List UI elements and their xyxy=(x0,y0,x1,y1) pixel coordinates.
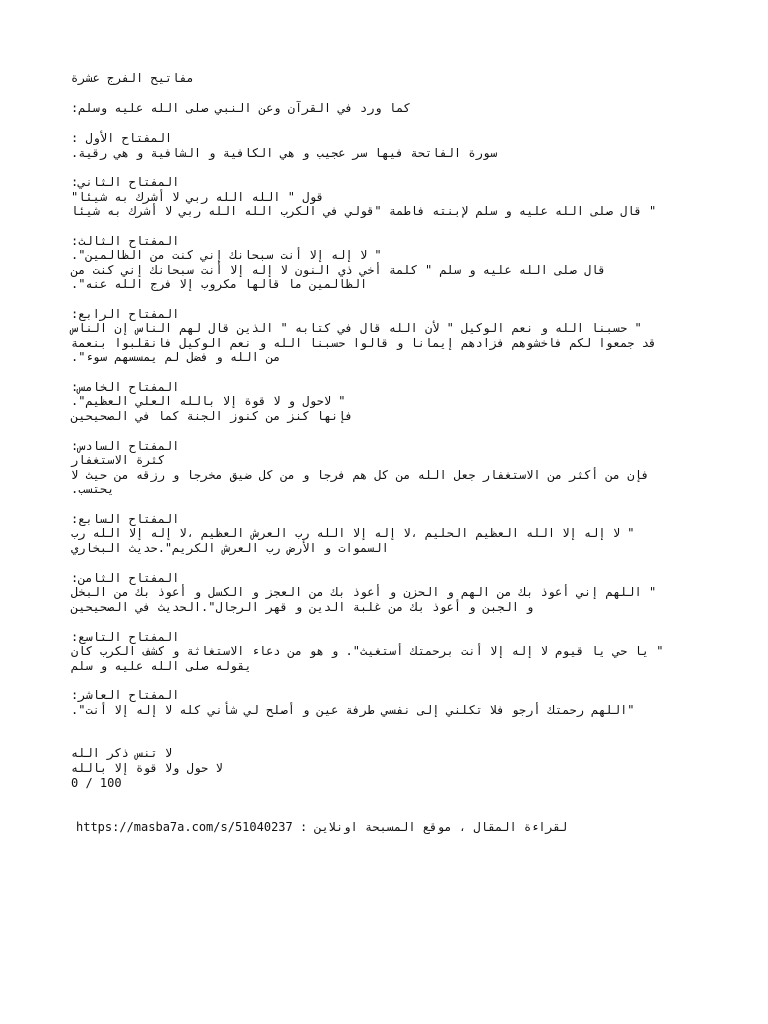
key-3-line: الظالمين ما قالها مكروب إلا فرج الله عنه". xyxy=(71,277,368,291)
key-3-line: قال صلى الله عليه و سلم " كلمة أخي ذي النون لا إله إلا أنت سبحانك إني كنت من xyxy=(71,263,613,277)
key-3-line: " لا إله إلا أنت سبحانك إني كنت من الظالمين". xyxy=(71,248,382,262)
key-8-line: و الجبن و أعوذ بك من غلبة الدين و قهر الرجال".الحديث في الصحيحين xyxy=(71,600,534,614)
key-10-line: "اللهم رحمتك أرجو فلا تكلني إلى نفسي طرفة عين و أصلح لي شأني كله لا إله إلا أنت". xyxy=(71,703,635,717)
key-9-line: " يا حي يا قيوم لا إله إلا أنت برحمتك أستغيث". و هو من دعاء الاستغاثة و كشف الكرب كان xyxy=(71,644,664,658)
key-3-heading: المفتاح الثالث: xyxy=(71,234,180,248)
reminder-text: لا تنس ذكر الله xyxy=(71,746,173,760)
key-2-heading: المفتاح الثاني: xyxy=(71,175,180,189)
key-7-line: " لا إله إلا الله العظيم الحليم ،لا إله إلا الله رب العرش العظيم ،لا إله إلا الله رب xyxy=(71,526,635,540)
dhikr-text: لا حول ولا قوة إلا بالله xyxy=(71,761,223,775)
key-4-heading: المفتاح الرابع: xyxy=(71,307,180,321)
key-9-heading: المفتاح التاسع: xyxy=(71,630,180,644)
key-6-line: يحتسب. xyxy=(71,482,115,496)
key-2-line: قول " الله الله ربي لا أشرك به شيئا" xyxy=(71,190,324,204)
key-5-heading: المفتاح الخامس: xyxy=(71,380,180,394)
dhikr-counter: 0 / 100 xyxy=(71,776,122,790)
key-2-line: " قال صلى الله عليه و سلم لإبنته فاطمة "قولي في الكرب الله الله ربي لا أشرك به شيئا xyxy=(71,204,657,218)
source-link-line[interactable]: لقراءة المقال ، موقع المسبحة اونلاين : https://masba7a.com/s/51040237 xyxy=(76,820,575,834)
key-4-line: " حسبنا الله و نعم الوكيل " لأن الله قال في كتابه " الذين قال لهم الناس إن الناس xyxy=(71,321,642,335)
key-7-line: السموات و الأرض رب العرش الكريم".حديث البخاري xyxy=(71,541,389,555)
key-9-line: يقوله صلى الله عليه و سلم xyxy=(71,659,252,673)
intro-text: كما ورد في القرآن وعن النبي صلى الله عليه وسلم: xyxy=(71,101,411,115)
key-1-heading: المفتاح الأول : xyxy=(71,131,173,145)
key-4-line: من الله و فضل لم يمسسهم سوء". xyxy=(71,350,281,364)
key-5-line: " لاحول و لا قوة إلا بالله العلي العظيم". xyxy=(71,394,346,408)
key-7-heading: المفتاح السابع: xyxy=(71,512,180,526)
key-6-heading: المفتاح السادس: xyxy=(71,439,180,453)
key-4-line: قد جمعوا لكم فاخشوهم فزادهم إيمانا و قالوا حسبنا الله و نعم الوكيل فانقلبوا بنعمة xyxy=(71,336,657,350)
key-8-line: " اللهم إني أعوذ بك من الهم و الحزن و أعوذ بك من العجز و الكسل و أعوذ بك من البخل xyxy=(71,585,657,599)
key-10-heading: المفتاح العاشر: xyxy=(71,688,180,702)
key-6-line: فإن من أكثر من الاستغفار جعل الله من كل هم فرجا و من كل ضيق مخرجا و رزقه من حيث لا xyxy=(71,468,657,482)
key-6-line: كثرة الاستغفار xyxy=(71,453,165,467)
page-title: مفاتيح الفرج عشرة xyxy=(71,71,194,85)
key-1-line: سورة الفاتحة فيها سر عجيب و هي الكافية و الشافية و هي رقية. xyxy=(71,146,498,160)
key-5-line: فإنها كنز من كنوز الجنة كما في الصحيحين xyxy=(71,409,353,423)
key-8-heading: المفتاح الثامن: xyxy=(71,571,180,585)
